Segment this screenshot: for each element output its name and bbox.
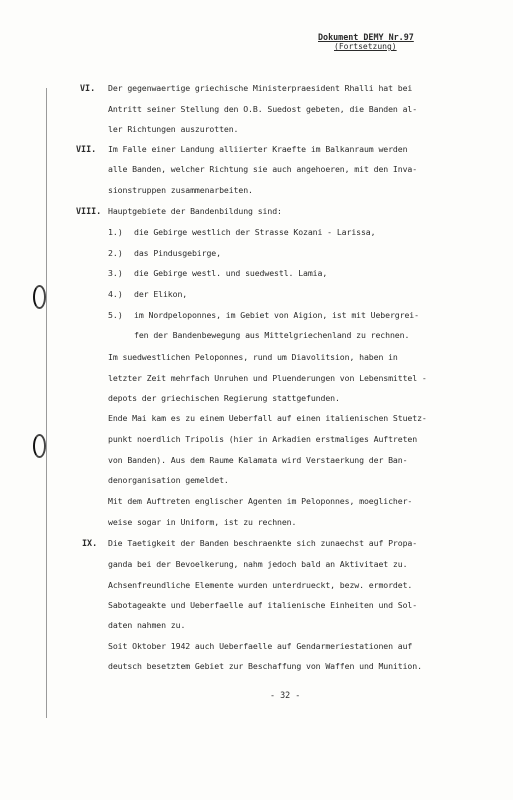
section-number: VIII. [76,206,102,216]
text-line: depots der griechischen Regierung stattgefunden. [108,393,340,403]
text-line: Mit dem Auftreten englischer Agenten im Peloponnes, moeglicher- [108,496,413,506]
punch-hole-icon [33,434,46,458]
list-item-number: 1.) [108,227,123,237]
list-item: das Pindusgebirge, [134,248,221,258]
text-line: ler Richtungen auszurotten. [108,124,239,134]
punch-hole-icon [33,285,46,309]
text-line: Sabotageakte und Ueberfaelle auf italienische Einheiten und Sol- [108,600,418,610]
text-line: ganda bei der Bevoelkerung, nahm jedoch bald an Aktivitaet zu. [108,559,408,569]
list-item-number: 5.) [108,310,123,320]
section-number: IX. [82,538,98,548]
section-title: Hauptgebiete der Bandenbildung sind: [108,206,282,216]
text-line: sionstruppen zusammenarbeiten. [108,185,253,195]
text-line: Achsenfreundliche Elemente wurden unterdrueckt, bezw. ermordet. [108,580,413,590]
list-item-number: 3.) [108,268,123,278]
continuation-note: (Fortsetzung) [334,42,397,51]
list-item: die Gebirge westlich der Strasse Kozani - Larissa, [134,227,376,237]
list-item: fen der Bandenbewegung aus Mittelgriechenland zu rechnen. [134,330,410,340]
section-number: VII. [76,144,97,154]
text-line: Der gegenwaertige griechische Ministerpraesident Rhalli hat bei [108,83,413,93]
list-item-number: 2.) [108,248,123,258]
text-line: weise sogar in Uniform, ist zu rechnen. [108,517,297,527]
text-line: Im suedwestlichen Peloponnes, rund um Diavolitsion, haben in [108,352,398,362]
list-item: der Elikon, [134,289,188,299]
text-line: punkt noerdlich Tripolis (hier in Arkadien erstmaliges Auftreten [108,434,418,444]
text-line: Ende Mai kam es zu einem Ueberfall auf einen italienischen Stuetz- [108,413,427,423]
text-line: Antritt seiner Stellung den O.B. Suedost gebeten, die Banden al- [108,104,418,114]
list-item: die Gebirge westl. und suedwestl. Lamia, [134,268,328,278]
text-line: Soit Oktober 1942 auch Ueberfaelle auf Gendarmeriestationen auf [108,641,413,651]
page-number: - 32 - [270,690,301,700]
text-line: denorganisation gemeldet. [108,475,229,485]
document-header [318,32,438,52]
page-edge-line [46,88,47,718]
list-item-number: 4.) [108,289,123,299]
text-line: letzter Zeit mehrfach Unruhen und Pluenderungen von Lebensmittel - [108,373,427,383]
text-line: deutsch besetztem Gebiet zur Beschaffung von Waffen und Munition. [108,661,422,671]
text-line: von Banden). Aus dem Raume Kalamata wird Verstaerkung der Ban- [108,455,408,465]
text-line: Im Falle einer Landung alliierter Kraefte im Balkanraum werden [108,144,408,154]
text-line: Die Taetigkeit der Banden beschraenkte sich zunaechst auf Propa- [108,538,418,548]
document-number: Dokument DEMY Nr.97 [318,32,414,42]
text-line: daten nahmen zu. [108,620,186,630]
list-item: im Nordpeloponnes, im Gebiet von Aigion, ist mit Uebergrei- [134,310,419,320]
section-number: VI. [80,83,96,93]
text-line: alle Banden, welcher Richtung sie auch angehoeren, mit den Inva- [108,164,418,174]
